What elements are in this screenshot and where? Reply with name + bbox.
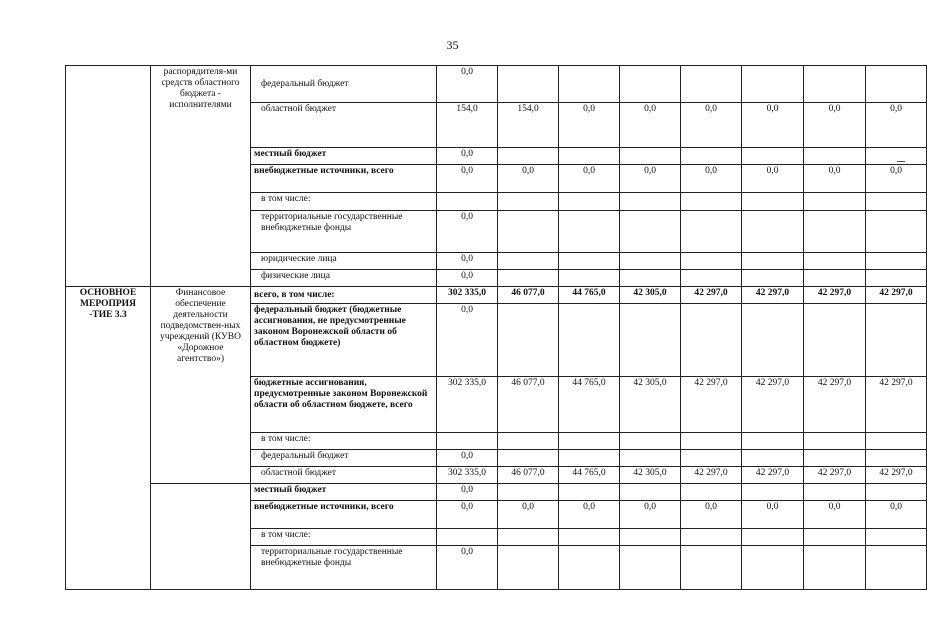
value-cell [804, 546, 866, 590]
value-cell: 0,0 [804, 103, 866, 148]
value-cell [681, 193, 742, 211]
value-cell: 0,0 [742, 103, 804, 148]
value-cell: 0,0 [742, 165, 804, 193]
value-cell [804, 529, 866, 546]
row-label: юридические лица [251, 253, 437, 270]
row-label: в том числе: [251, 193, 437, 211]
value-cell [804, 193, 866, 211]
value-cell [620, 546, 681, 590]
value-cell [681, 148, 742, 165]
value-cell [866, 253, 927, 270]
row-label: местный бюджет [251, 484, 437, 501]
value-cell [866, 270, 927, 287]
value-cell [498, 211, 559, 253]
value-cell: 42 305,0 [620, 287, 681, 304]
value-cell: 46 077,0 [498, 467, 559, 484]
value-cell [742, 304, 804, 377]
value-cell [681, 450, 742, 467]
value-cell [804, 66, 866, 103]
page-number: 35 [446, 38, 459, 52]
value-cell: 0,0 [437, 501, 498, 529]
value-cell: 0,0 [866, 165, 927, 193]
value-cell: 0,0 [866, 103, 927, 148]
value-cell [804, 211, 866, 253]
value-cell [742, 433, 804, 450]
value-cell: 0,0 [559, 165, 620, 193]
value-cell [742, 270, 804, 287]
value-cell [620, 193, 681, 211]
value-cell: 0,0 [437, 546, 498, 590]
value-cell [866, 484, 927, 501]
measure-cell-empty [66, 66, 151, 287]
value-cell: 154,0 [437, 103, 498, 148]
value-cell [742, 450, 804, 467]
value-cell [681, 304, 742, 377]
value-cell [498, 450, 559, 467]
value-cell [866, 193, 927, 211]
table-row [66, 287, 927, 304]
value-cell [559, 484, 620, 501]
value-cell: 42 297,0 [804, 467, 866, 484]
value-cell: 0,0 [620, 165, 681, 193]
value-cell [437, 433, 498, 450]
value-cell [804, 253, 866, 270]
row-label: федеральный бюджет [251, 66, 437, 103]
value-cell: 0,0 [681, 103, 742, 148]
value-cell [498, 529, 559, 546]
value-cell [620, 66, 681, 103]
value-cell [804, 484, 866, 501]
value-cell: 0,0 [498, 165, 559, 193]
value-cell: 302 335,0 [437, 377, 498, 433]
value-cell [681, 433, 742, 450]
value-cell: 0,0 [559, 501, 620, 529]
value-cell [498, 270, 559, 287]
value-cell: 0,0 [437, 270, 498, 287]
value-cell [620, 253, 681, 270]
value-cell [559, 193, 620, 211]
table-body [66, 66, 927, 590]
value-cell [437, 193, 498, 211]
value-cell [559, 433, 620, 450]
value-cell [866, 450, 927, 467]
value-cell [804, 270, 866, 287]
row-label: в том числе: [251, 529, 437, 546]
value-cell [559, 253, 620, 270]
row-label: федеральный бюджет (бюджетные ассигнования, не предусмотренные законом Воронежской области об областном бюджете) [251, 304, 437, 377]
value-cell: 44 765,0 [559, 287, 620, 304]
value-cell: 46 077,0 [498, 377, 559, 433]
value-cell [866, 148, 927, 165]
row-label: физические лица [251, 270, 437, 287]
value-cell [681, 484, 742, 501]
value-cell [620, 148, 681, 165]
value-cell: 42 297,0 [866, 287, 927, 304]
value-cell: 42 297,0 [804, 287, 866, 304]
value-cell [559, 66, 620, 103]
value-cell [804, 433, 866, 450]
value-cell [620, 270, 681, 287]
value-cell [437, 529, 498, 546]
value-cell [742, 148, 804, 165]
value-cell [620, 304, 681, 377]
value-cell [559, 304, 620, 377]
value-cell [620, 529, 681, 546]
value-cell: 42 305,0 [620, 467, 681, 484]
value-cell: 42 297,0 [866, 467, 927, 484]
value-cell: 42 297,0 [742, 287, 804, 304]
value-cell [681, 253, 742, 270]
executor-cell: распорядителя-ми средств областного бюджета - исполнителями [151, 66, 251, 287]
value-cell [866, 433, 927, 450]
value-cell [866, 546, 927, 590]
value-cell [559, 270, 620, 287]
row-label: в том числе: [251, 433, 437, 450]
value-cell [498, 546, 559, 590]
value-cell: 0,0 [620, 103, 681, 148]
value-cell [742, 66, 804, 103]
value-cell [620, 450, 681, 467]
value-cell [559, 450, 620, 467]
value-cell [866, 211, 927, 253]
value-cell: 0,0 [681, 165, 742, 193]
value-cell: 0,0 [437, 450, 498, 467]
value-cell [620, 484, 681, 501]
value-cell [866, 529, 927, 546]
value-cell [742, 529, 804, 546]
row-label: областной бюджет [251, 467, 437, 484]
value-cell: 42 297,0 [804, 377, 866, 433]
value-cell: 0,0 [437, 211, 498, 253]
empty-cell [151, 484, 251, 590]
value-cell: 0,0 [437, 148, 498, 165]
value-cell: 0,0 [498, 501, 559, 529]
value-cell [681, 529, 742, 546]
row-label: внебюджетные источники, всего [251, 165, 437, 193]
value-cell: 0,0 [559, 103, 620, 148]
value-cell [804, 148, 866, 165]
value-cell [742, 211, 804, 253]
value-cell [681, 546, 742, 590]
value-cell [498, 253, 559, 270]
value-cell: 0,0 [742, 501, 804, 529]
row-label: территориальные государственные внебюджетные фонды [251, 211, 437, 253]
value-cell [559, 546, 620, 590]
value-cell [498, 148, 559, 165]
value-cell [559, 529, 620, 546]
value-cell: 42 297,0 [681, 377, 742, 433]
value-cell: 0,0 [437, 484, 498, 501]
value-cell [866, 304, 927, 377]
value-cell: 42 297,0 [742, 377, 804, 433]
value-cell [804, 304, 866, 377]
value-cell [804, 450, 866, 467]
value-cell: 42 297,0 [866, 377, 927, 433]
value-cell: 44 765,0 [559, 467, 620, 484]
value-cell: 0,0 [620, 501, 681, 529]
value-cell: 0,0 [866, 501, 927, 529]
value-cell: 0,0 [437, 253, 498, 270]
row-label: всего, в том числе: [251, 287, 437, 304]
value-cell [498, 66, 559, 103]
value-cell: 42 297,0 [681, 287, 742, 304]
value-cell [620, 211, 681, 253]
row-label: бюджетные ассигнования, предусмотренные законом Воронежской области об областном бюджете, всего [251, 377, 437, 433]
value-cell [681, 270, 742, 287]
value-cell: 0,0 [437, 304, 498, 377]
value-cell [681, 211, 742, 253]
value-cell [742, 546, 804, 590]
value-cell [498, 484, 559, 501]
value-cell [742, 253, 804, 270]
value-cell: 302 335,0 [437, 287, 498, 304]
value-cell: 0,0 [804, 165, 866, 193]
row-label: внебюджетные источники, всего [251, 501, 437, 529]
budget-table [65, 65, 927, 590]
value-cell: 42 297,0 [681, 467, 742, 484]
value-cell [681, 66, 742, 103]
row-label: областной бюджет [251, 103, 437, 148]
value-cell [866, 66, 927, 103]
value-cell [559, 211, 620, 253]
value-cell: 154,0 [498, 103, 559, 148]
value-cell: 302 335,0 [437, 467, 498, 484]
value-cell [498, 193, 559, 211]
row-label: местный бюджет [251, 148, 437, 165]
measure-description-cell: Финансовое обеспечение деятельности подведомствен-ных учреждений (КУВО «Дорожное агентство») [151, 287, 251, 484]
table-row [66, 66, 927, 103]
value-cell [620, 433, 681, 450]
value-cell: 42 305,0 [620, 377, 681, 433]
value-cell [742, 484, 804, 501]
measure-title-cell: ОСНОВНОЕ МЕРОПРИЯ -ТИЕ 3.3 [66, 287, 151, 590]
value-cell [559, 148, 620, 165]
value-cell: 0,0 [804, 501, 866, 529]
row-label: территориальные государственные внебюджетные фонды [251, 546, 437, 590]
table-row [66, 484, 927, 501]
row-label: федеральный бюджет [251, 450, 437, 467]
value-cell: 44 765,0 [559, 377, 620, 433]
value-cell [742, 193, 804, 211]
value-cell: 42 297,0 [742, 467, 804, 484]
value-cell: 0,0 [681, 501, 742, 529]
value-cell [498, 433, 559, 450]
value-cell: 0,0 [437, 165, 498, 193]
value-cell: 0,0 [437, 66, 498, 103]
value-cell: 46 077,0 [498, 287, 559, 304]
value-cell [498, 304, 559, 377]
